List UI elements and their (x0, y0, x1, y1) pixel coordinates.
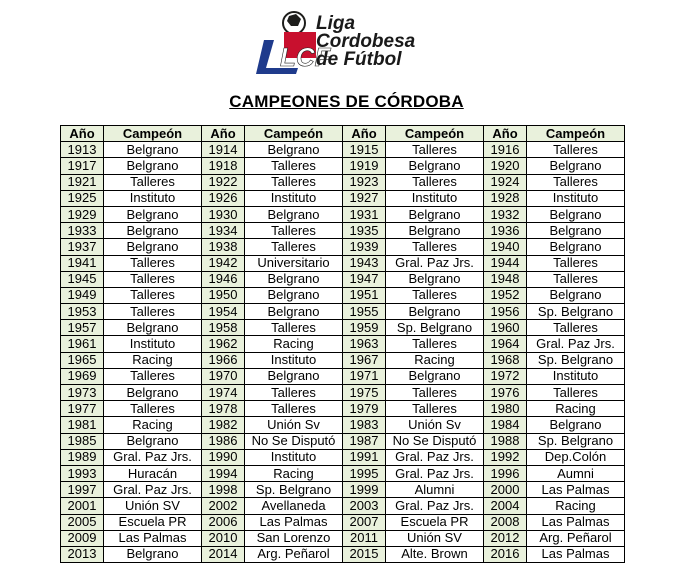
champion-cell: Belgrano (245, 142, 343, 158)
year-cell: 2006 (202, 514, 245, 530)
year-cell: 1918 (202, 158, 245, 174)
year-cell: 1919 (343, 158, 386, 174)
year-cell: 2011 (343, 530, 386, 546)
champion-cell: Belgrano (245, 206, 343, 222)
champion-cell: Talleres (245, 174, 343, 190)
table-row (61, 223, 625, 239)
champion-cell: Belgrano (104, 142, 202, 158)
year-cell: 1923 (343, 174, 386, 190)
year-cell: 1916 (484, 142, 527, 158)
year-cell: 1972 (484, 368, 527, 384)
champions-table (60, 125, 625, 563)
champion-cell: Instituto (104, 190, 202, 206)
champion-cell: Unión Sv (386, 417, 484, 433)
year-cell: 1925 (61, 190, 104, 206)
year-cell: 1957 (61, 320, 104, 336)
year-cell: 2002 (202, 498, 245, 514)
table-row (61, 304, 625, 320)
champion-cell: Belgrano (386, 158, 484, 174)
champion-cell: Unión SV (386, 530, 484, 546)
champion-cell: Belgrano (245, 271, 343, 287)
year-cell: 1995 (343, 465, 386, 481)
year-cell: 1989 (61, 449, 104, 465)
champion-cell: Talleres (386, 287, 484, 303)
logo-line-1: Liga (316, 13, 356, 34)
champion-cell: Gral. Paz Jrs. (386, 449, 484, 465)
champion-cell: Talleres (527, 320, 625, 336)
year-cell: 1933 (61, 223, 104, 239)
champion-cell: Alumni (386, 482, 484, 498)
champion-cell: Gral. Paz Jrs. (104, 482, 202, 498)
logo-line-3: de Fútbol (316, 49, 402, 70)
champion-cell: Belgrano (104, 385, 202, 401)
champion-cell: Instituto (386, 190, 484, 206)
champion-cell: Belgrano (386, 223, 484, 239)
champion-cell: Instituto (527, 368, 625, 384)
champion-cell: No Se Disputó (245, 433, 343, 449)
champion-cell: Las Palmas (527, 546, 625, 562)
year-cell: 1976 (484, 385, 527, 401)
champion-cell: Racing (386, 352, 484, 368)
table-row (61, 385, 625, 401)
champion-cell: Unión SV (104, 498, 202, 514)
year-cell: 2003 (343, 498, 386, 514)
year-cell: 1955 (343, 304, 386, 320)
table-row (61, 255, 625, 271)
league-logo (256, 10, 426, 74)
champion-cell: Instituto (245, 352, 343, 368)
champion-cell: Belgrano (527, 287, 625, 303)
year-cell: 1920 (484, 158, 527, 174)
year-cell: 1962 (202, 336, 245, 352)
champion-cell: Talleres (245, 239, 343, 255)
champion-cell: Aumni (527, 465, 625, 481)
champion-cell: Instituto (527, 190, 625, 206)
champion-cell: Las Palmas (245, 514, 343, 530)
champion-cell: Belgrano (104, 433, 202, 449)
champion-cell: Talleres (104, 304, 202, 320)
champion-cell: Escuela PR (104, 514, 202, 530)
year-cell: 1999 (343, 482, 386, 498)
year-cell: 1953 (61, 304, 104, 320)
champion-cell: Belgrano (104, 158, 202, 174)
champion-cell: Instituto (245, 449, 343, 465)
table-row (61, 239, 625, 255)
champion-cell: Racing (245, 336, 343, 352)
champion-cell: Belgrano (245, 368, 343, 384)
champion-cell: Universitario (245, 255, 343, 271)
year-cell: 1915 (343, 142, 386, 158)
champion-cell: Belgrano (386, 206, 484, 222)
year-cell: 1960 (484, 320, 527, 336)
table-row (61, 190, 625, 206)
year-cell: 2013 (61, 546, 104, 562)
table-row (61, 482, 625, 498)
champion-cell: Talleres (386, 336, 484, 352)
table-row (61, 449, 625, 465)
champion-cell: Escuela PR (386, 514, 484, 530)
year-cell: 1979 (343, 401, 386, 417)
champion-cell: San Lorenzo (245, 530, 343, 546)
year-cell: 1965 (61, 352, 104, 368)
year-cell: 1949 (61, 287, 104, 303)
champion-cell: Belgrano (386, 368, 484, 384)
champion-cell: Sp. Belgrano (527, 304, 625, 320)
year-cell: 1982 (202, 417, 245, 433)
table-row (61, 174, 625, 190)
year-cell: 2001 (61, 498, 104, 514)
champion-cell: Talleres (104, 368, 202, 384)
year-cell: 1968 (484, 352, 527, 368)
champion-cell: Talleres (245, 158, 343, 174)
year-cell: 1937 (61, 239, 104, 255)
champion-cell: Talleres (245, 223, 343, 239)
year-cell: 2004 (484, 498, 527, 514)
champion-cell: Racing (245, 465, 343, 481)
year-column-header: Año (343, 126, 386, 142)
year-cell: 1970 (202, 368, 245, 384)
year-cell: 1927 (343, 190, 386, 206)
year-cell: 1945 (61, 271, 104, 287)
year-cell: 1932 (484, 206, 527, 222)
table-row (61, 530, 625, 546)
champion-cell: Sp. Belgrano (527, 433, 625, 449)
year-cell: 2010 (202, 530, 245, 546)
table-row (61, 336, 625, 352)
year-cell: 1935 (343, 223, 386, 239)
champion-column-header: Campeón (386, 126, 484, 142)
champion-cell: Alte. Brown (386, 546, 484, 562)
svg-text:LCF: LCF (280, 42, 331, 72)
year-cell: 1922 (202, 174, 245, 190)
champion-cell: Talleres (386, 385, 484, 401)
year-cell: 1985 (61, 433, 104, 449)
year-cell: 1943 (343, 255, 386, 271)
table-row (61, 401, 625, 417)
champion-cell: Talleres (386, 142, 484, 158)
champion-cell: Talleres (527, 142, 625, 158)
year-cell: 1934 (202, 223, 245, 239)
year-cell: 1930 (202, 206, 245, 222)
champion-cell: Belgrano (386, 271, 484, 287)
year-cell: 1944 (484, 255, 527, 271)
year-cell: 2012 (484, 530, 527, 546)
champion-cell: Talleres (104, 174, 202, 190)
year-cell: 1956 (484, 304, 527, 320)
year-cell: 1942 (202, 255, 245, 271)
champion-cell: Sp. Belgrano (245, 482, 343, 498)
champion-cell: No Se Disputó (386, 433, 484, 449)
champion-cell: Racing (527, 401, 625, 417)
year-cell: 1971 (343, 368, 386, 384)
table-row (61, 271, 625, 287)
champion-cell: Belgrano (104, 206, 202, 222)
year-cell: 2008 (484, 514, 527, 530)
champion-column-header: Campeón (245, 126, 343, 142)
champion-cell: Talleres (245, 320, 343, 336)
year-cell: 1917 (61, 158, 104, 174)
year-cell: 1954 (202, 304, 245, 320)
champion-cell: Talleres (527, 174, 625, 190)
year-cell: 1969 (61, 368, 104, 384)
champion-cell: Talleres (104, 401, 202, 417)
champion-cell: Instituto (104, 336, 202, 352)
champion-cell: Talleres (386, 174, 484, 190)
table-row (61, 352, 625, 368)
year-column-header: Año (484, 126, 527, 142)
year-cell: 2015 (343, 546, 386, 562)
champion-cell: Talleres (104, 287, 202, 303)
year-cell: 1981 (61, 417, 104, 433)
champion-cell: Dep.Colón (527, 449, 625, 465)
year-cell: 1980 (484, 401, 527, 417)
year-cell: 1984 (484, 417, 527, 433)
year-column-header: Año (202, 126, 245, 142)
year-cell: 1951 (343, 287, 386, 303)
champion-cell: Gral. Paz Jrs. (386, 498, 484, 514)
page-title: CAMPEONES DE CÓRDOBA (229, 92, 464, 111)
champion-cell: Belgrano (527, 417, 625, 433)
year-cell: 1994 (202, 465, 245, 481)
year-cell: 2014 (202, 546, 245, 562)
year-cell: 2005 (61, 514, 104, 530)
year-cell: 1993 (61, 465, 104, 481)
table-row (61, 417, 625, 433)
champion-cell: Belgrano (527, 206, 625, 222)
year-cell: 1950 (202, 287, 245, 303)
champion-cell: Instituto (245, 190, 343, 206)
year-cell: 2016 (484, 546, 527, 562)
champion-cell: Talleres (527, 255, 625, 271)
year-cell: 1978 (202, 401, 245, 417)
champion-cell: Sp. Belgrano (386, 320, 484, 336)
year-cell: 1928 (484, 190, 527, 206)
year-column-header: Año (61, 126, 104, 142)
lcf-emblem-icon (256, 10, 331, 74)
year-cell: 1939 (343, 239, 386, 255)
champion-cell: Belgrano (104, 223, 202, 239)
champion-cell: Belgrano (104, 546, 202, 562)
year-cell: 1975 (343, 385, 386, 401)
champion-cell: Las Palmas (527, 514, 625, 530)
year-cell: 1974 (202, 385, 245, 401)
champion-column-header: Campeón (104, 126, 202, 142)
year-cell: 1997 (61, 482, 104, 498)
champion-cell: Racing (104, 417, 202, 433)
champion-cell: Talleres (104, 255, 202, 271)
champion-cell: Talleres (527, 385, 625, 401)
champion-cell: Belgrano (527, 158, 625, 174)
champion-cell: Sp. Belgrano (527, 352, 625, 368)
year-cell: 1941 (61, 255, 104, 271)
table-row (61, 498, 625, 514)
year-cell: 1952 (484, 287, 527, 303)
champion-cell: Arg. Peñarol (527, 530, 625, 546)
year-cell: 1991 (343, 449, 386, 465)
year-cell: 2000 (484, 482, 527, 498)
year-cell: 2009 (61, 530, 104, 546)
year-cell: 1938 (202, 239, 245, 255)
champion-cell: Unión Sv (245, 417, 343, 433)
year-cell: 1966 (202, 352, 245, 368)
champion-cell: Gral. Paz Jrs. (527, 336, 625, 352)
year-cell: 1913 (61, 142, 104, 158)
year-cell: 1946 (202, 271, 245, 287)
table-row (61, 206, 625, 222)
champion-column-header: Campeón (527, 126, 625, 142)
champion-cell: Belgrano (527, 239, 625, 255)
champion-cell: Belgrano (104, 239, 202, 255)
year-cell: 1977 (61, 401, 104, 417)
year-cell: 1967 (343, 352, 386, 368)
champion-cell: Arg. Peñarol (245, 546, 343, 562)
champion-cell: Talleres (527, 271, 625, 287)
champion-cell: Belgrano (104, 320, 202, 336)
champion-cell: Belgrano (386, 304, 484, 320)
table-row (61, 287, 625, 303)
champion-cell: Talleres (245, 401, 343, 417)
year-cell: 1963 (343, 336, 386, 352)
year-cell: 1926 (202, 190, 245, 206)
champion-cell: Las Palmas (104, 530, 202, 546)
table-header-row (61, 126, 625, 142)
champion-cell: Racing (527, 498, 625, 514)
champion-cell: Belgrano (245, 287, 343, 303)
year-cell: 1973 (61, 385, 104, 401)
table-body (61, 142, 625, 563)
champion-cell: Belgrano (527, 223, 625, 239)
year-cell: 1924 (484, 174, 527, 190)
year-cell: 1988 (484, 433, 527, 449)
year-cell: 1947 (343, 271, 386, 287)
champion-cell: Gral. Paz Jrs. (386, 465, 484, 481)
champion-cell: Huracán (104, 465, 202, 481)
year-cell: 1986 (202, 433, 245, 449)
year-cell: 1948 (484, 271, 527, 287)
year-cell: 1964 (484, 336, 527, 352)
table-row (61, 142, 625, 158)
champion-cell: Racing (104, 352, 202, 368)
champion-cell: Las Palmas (527, 482, 625, 498)
year-cell: 2007 (343, 514, 386, 530)
champion-cell: Talleres (386, 239, 484, 255)
table-row (61, 158, 625, 174)
champion-cell: Talleres (104, 271, 202, 287)
year-cell: 1990 (202, 449, 245, 465)
champion-cell: Talleres (245, 385, 343, 401)
year-cell: 1983 (343, 417, 386, 433)
year-cell: 1987 (343, 433, 386, 449)
champion-cell: Gral. Paz Jrs. (386, 255, 484, 271)
year-cell: 1931 (343, 206, 386, 222)
champion-cell: Gral. Paz Jrs. (104, 449, 202, 465)
year-cell: 1929 (61, 206, 104, 222)
year-cell: 1996 (484, 465, 527, 481)
table-row (61, 514, 625, 530)
table-row (61, 546, 625, 562)
year-cell: 1914 (202, 142, 245, 158)
table-row (61, 465, 625, 481)
year-cell: 1940 (484, 239, 527, 255)
year-cell: 1936 (484, 223, 527, 239)
table-row (61, 320, 625, 336)
champion-cell: Avellaneda (245, 498, 343, 514)
year-cell: 1961 (61, 336, 104, 352)
table-row (61, 368, 625, 384)
year-cell: 1959 (343, 320, 386, 336)
year-cell: 1921 (61, 174, 104, 190)
year-cell: 1992 (484, 449, 527, 465)
champion-cell: Belgrano (245, 304, 343, 320)
champion-cell: Talleres (386, 401, 484, 417)
year-cell: 1958 (202, 320, 245, 336)
logo-line-2: Cordobesa (316, 31, 416, 52)
table-row (61, 433, 625, 449)
year-cell: 1998 (202, 482, 245, 498)
